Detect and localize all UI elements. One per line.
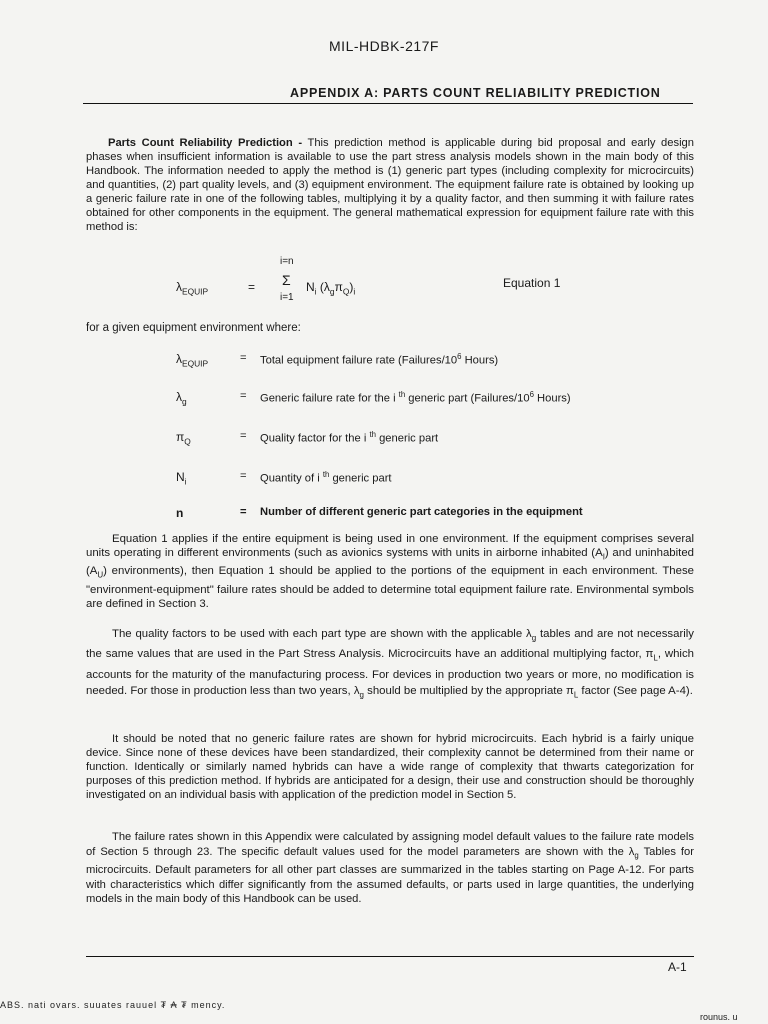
para-subscript: L [653,653,658,663]
symbol: λ [176,390,182,404]
pi-term: π [334,280,343,294]
equation-lhs [176,280,208,296]
para-text: tables and are not necessarily the same values that are used in the Part Stress Analysis. Microcircuits have an additional multiplying factor, π [86,628,695,661]
quality-factors-paragraph [86,626,694,703]
intro-text: This prediction method is applicable during bid proposal and early design phases when insufficient information is available to use the part stress analysis models shown in the main body of this Handbook. The information needed to apply the method is (1) generic part types (including complexity for microcircuits) and quantities, (2) part quality levels, and (3) equipment environment. The equipment failure rate is obtained by looking up a generic failure rate in one of the following tables, multiplying it by a quality factor, and then summing it with failure rates obtained for other components in the equipment. The general mathematical expression for equipment failure rate with this method is: [86,137,695,233]
definition-description [260,390,571,405]
para-subscript: g [634,850,639,860]
para-text: , which accounts for the maturity of the manufacturing process. For devices in production two years or more, no modification is needed. For those in production less than two years, λ [86,648,694,697]
sum-upper-limit: i=n [280,256,294,267]
para-subscript: g [531,633,537,643]
desc-text: Number of different generic part categories in the equipment [260,506,583,518]
equation-equals: = [248,280,256,294]
symbol-subscript: EQUIP [182,358,209,369]
definition-row [0,352,768,372]
definition-description [260,506,583,518]
bleed-through-text: ABS. nati ovars. suuates rauuel ₮ ₳ ₮ mency. [0,1000,226,1010]
desc-text: Quantity of i [260,472,323,485]
para-subscript: g [359,689,364,699]
intro-lead: Parts Count Reliability Prediction - [108,137,303,149]
para-subscript: U [97,570,104,580]
symbol-subscript: g [182,396,187,407]
for-given-text: for a given equipment environment where: [86,322,301,334]
equip-subscript: EQUIP [182,286,209,297]
equation-application-paragraph [86,532,694,611]
definition-equals: = [240,470,247,482]
failure-rates-paragraph [86,830,694,907]
sum-lower-limit: i=1 [280,292,294,303]
desc-text: generic part [375,432,439,445]
page-number: A-1 [668,960,687,974]
definition-symbol [176,352,208,368]
para-text: ) and uninhabited (A [86,547,694,578]
hybrid-paragraph: It should be noted that no generic failure rates are shown for hybrid microcircuits. Each hybrid is a fairly unique device. Since none of these devices have been standardized, their complexity cannot be determined from their name or function. Identically or similarly named hybrids can have a wide range of complexity that thwarts categorization for purposes of this prediction method. If hybrids are anticipated for a design, their use and construction should be thoroughly investigated on an individual basis with application of the prediction model in Section 5. [86,733,694,801]
definition-description [260,470,392,485]
g-subscript: g [329,286,335,297]
lambda-symbol: λ [176,280,182,294]
lambda-term: (λ [319,280,330,294]
desc-text: Total equipment failure rate (Failures/10 [260,354,458,367]
definition-equals: = [240,390,247,402]
definition-row [0,390,768,410]
symbol: λ [176,352,182,366]
para-subscript: L [573,689,579,699]
symbol-subscript: Q [184,436,191,447]
desc-text: Generic failure rate for the i [260,392,399,405]
para-subscript: I [602,552,605,562]
desc-sup: 6 [457,352,462,361]
desc-sup: th [398,390,406,399]
document-id: MIL-HDBK-217F [329,38,439,54]
definition-symbol [176,390,187,406]
close-paren: ) [349,280,354,294]
equation-1 [0,256,768,306]
symbol: N [176,470,185,484]
definition-symbol [176,430,191,446]
intro-paragraph [86,136,694,234]
n-term: N [306,280,315,294]
desc-sup: 6 [529,390,534,399]
q-subscript: Q [342,286,350,297]
sigma-symbol: Σ [282,272,291,288]
desc-sup: th [369,430,376,439]
symbol: π [176,430,185,444]
para-text: The failure rates shown in this Appendix were calculated by assigning model default values to the failure rate models of Section 5 through 23. The specific default values used for the model parameters are shown with the λ [86,831,694,858]
desc-text: generic part [329,472,392,485]
para-text: ) environments), then Equation 1 should be applied to the portions of the equipment in each environment. These "environment-equipment" failure rates should be added to determine total equipment failure rate. Environmental symbols are defined in Section 3. [86,565,694,610]
definition-row [0,430,768,450]
definition-symbol [176,506,183,520]
desc-text: generic part (Failures/10 [405,392,530,405]
definition-description [260,430,438,445]
para-text: Equation 1 applies if the entire equipment is being used in one environment. If the equipment comprises several units operating in different environments (such as avionics systems with units in airborne inhabited (A [86,533,694,559]
para-text: should be multiplied by the appropriate π [363,684,574,697]
symbol: n [176,506,184,520]
desc-text: Hours) [461,354,499,367]
i-subscript: i [353,286,356,297]
desc-text: Quality factor for the i [260,432,370,445]
desc-sup: th [322,470,330,479]
definition-description [260,352,498,367]
definition-equals: = [240,352,247,364]
appendix-title: APPENDIX A: PARTS COUNT RELIABILITY PREDICTION [290,86,661,100]
desc-text: Hours) [533,392,571,405]
footer-rule [86,956,694,957]
header-rule [83,103,693,104]
definition-equals: = [240,506,247,518]
definition-row [0,470,768,490]
definition-symbol [176,470,187,486]
symbol-subscript: i [184,476,187,487]
definition-row [0,506,768,526]
equation-rhs [306,280,355,296]
para-text: Tables for microcircuits. Default parameters for all other part classes are summarized in the tables starting on Page A-12. For parts with characteristics which differ significantly from the assumed defaults, or parts used in large quantities, the underlying models in the main body of this Handbook can be used. [86,845,694,906]
bleed-through-text-right: rounus. u [700,1012,738,1022]
definition-equals: = [240,430,247,442]
n-subscript: i [314,286,317,297]
para-text: factor (See page A-4). [578,684,693,697]
equation-label: Equation 1 [503,276,561,290]
para-text: The quality factors to be used with each part type are shown with the applicable λ [112,628,532,640]
